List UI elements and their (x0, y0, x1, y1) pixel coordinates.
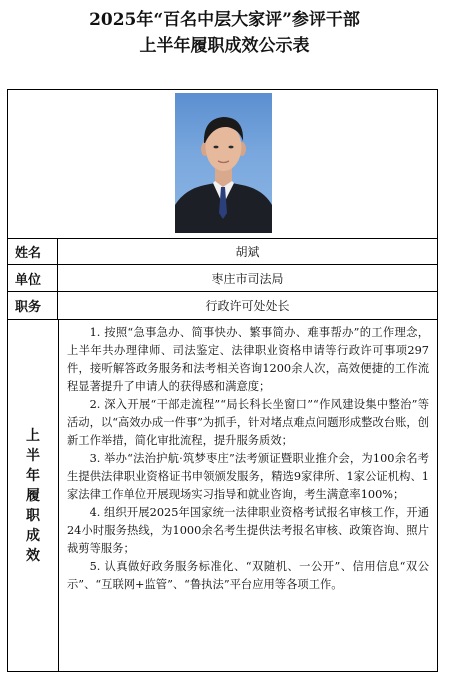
name-row (8, 238, 437, 265)
performance-item: 3. 举办“法治护航·筑梦枣庄”法考颁证暨职业推介会，为100余名考生提供法律职业资格证书申领颁发服务，精选9家律所、1家公证机构、1家法律工作单位开展现场实习指导和就业咨询，考生满意率100%； (67, 452, 429, 501)
performance-label (8, 320, 59, 671)
performance-label-char: 效 (26, 547, 40, 564)
duty-row (8, 292, 437, 320)
page-title-line2: 上半年履职成效公示表 (139, 36, 310, 56)
performance-label-char: 职 (26, 507, 40, 524)
page-title-line1: 2025年“百名中层大家评”参评干部 (89, 10, 360, 30)
performance-item: 2. 深入开展“干部走流程”“局长科长坐窗口”“作风建设集中整治”等活动，以“高效办成一件事”为抓手，针对堵点难点问题形成整改台账，创新工作举措，简化审批流程，提升服务质效； (67, 398, 429, 447)
performance-label-char: 上 (26, 427, 40, 444)
duty-label: 职务 (8, 292, 58, 319)
unit-value: 枣庄市司法局 (211, 271, 284, 286)
unit-row (8, 265, 437, 292)
performance-label-char: 年 (26, 467, 40, 484)
profile-table (7, 89, 438, 672)
unit-label: 单位 (8, 265, 58, 291)
performance-item: 1. 按照“急事急办、简事快办、繁事简办、难事帮办”的工作理念，上半年共办理律师、司法鉴定、法律职业资格申请等行政许可事项297件，接听解答政务服务和法考相关咨询1200余人次，高效便捷的工作流程显著提升了申请人的获得感和满意度； (67, 326, 429, 393)
portrait-illustration (175, 93, 272, 233)
performance-label-char: 成 (26, 527, 40, 544)
performance-label-char: 履 (26, 487, 40, 504)
name-value: 胡斌 (235, 244, 260, 259)
photo-row (8, 90, 437, 239)
performance-item: 5. 认真做好政务服务标准化、“双随机、一公开”、信用信息“双公示”、“互联网+监管”、“鲁执法”平台应用等各项工作。 (67, 560, 429, 591)
performance-content (67, 324, 429, 594)
duty-value: 行政许可处处长 (205, 299, 290, 313)
name-label: 姓名 (8, 238, 58, 264)
portrait-photo (175, 93, 272, 233)
performance-row (8, 320, 437, 671)
performance-item: 4. 组织开展2025年国家统一法律职业资格考试报名审核工作，开通24小时服务热线，为1000余名考生提供法考报名审核、政策咨询、照片裁剪等服务； (67, 506, 429, 555)
performance-label-char: 半 (26, 447, 40, 464)
